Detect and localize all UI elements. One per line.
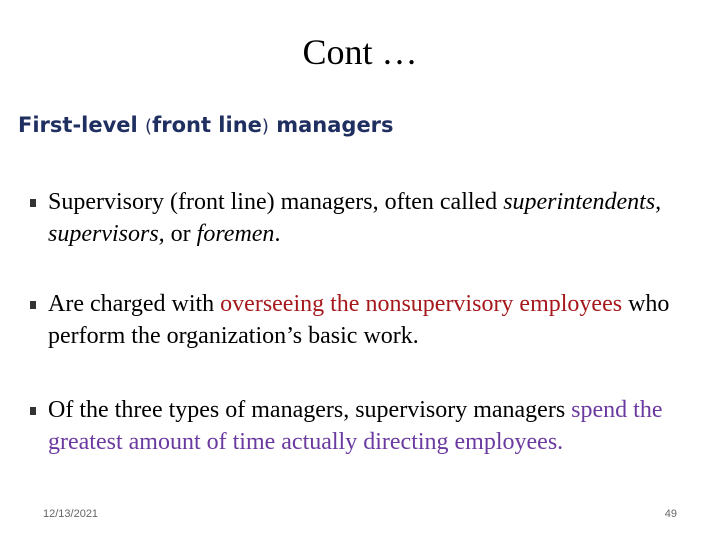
subtitle-paren-open: ( <box>145 116 153 137</box>
subtitle-paren-close: ) <box>261 116 269 137</box>
footer-date: 12/13/2021 <box>43 508 99 520</box>
bullet-2-text-a: Are charged with <box>48 291 221 317</box>
bullet-item-1 <box>48 186 688 250</box>
subtitle-part-1: First-level <box>18 113 146 137</box>
bullet-1-text-a: Supervisory (front line) managers, often called <box>48 189 504 215</box>
bullet-3-text-a: Of the three types of managers, supervisory managers <box>48 397 572 423</box>
slide-title: Cont … <box>302 32 418 72</box>
bullet-1-text-c: or <box>164 221 197 247</box>
bullet-marker-3 <box>30 407 36 415</box>
subtitle-part-3: managers <box>268 113 394 137</box>
bullet-1-text-b: superintendents, supervisors, <box>48 189 662 247</box>
bullet-2-text-c: who perform the organization’s basic work. <box>48 291 670 349</box>
slide-subtitle <box>18 110 394 142</box>
bullet-1-text-d: foremen <box>196 221 275 247</box>
bullet-marker-2 <box>30 301 36 309</box>
bullet-marker-1 <box>30 199 36 207</box>
bullet-2-highlight: overseeing the nonsupervisory employees <box>220 291 623 317</box>
footer-page-number: 49 <box>664 508 677 520</box>
subtitle-part-2: front line <box>152 113 262 137</box>
bullet-3-highlight: spend the greatest amount of time actually directing employees. <box>48 397 663 455</box>
bullet-item-2 <box>48 288 688 352</box>
bullet-item-3 <box>48 394 688 458</box>
bullet-1-text-e: . <box>274 221 281 247</box>
